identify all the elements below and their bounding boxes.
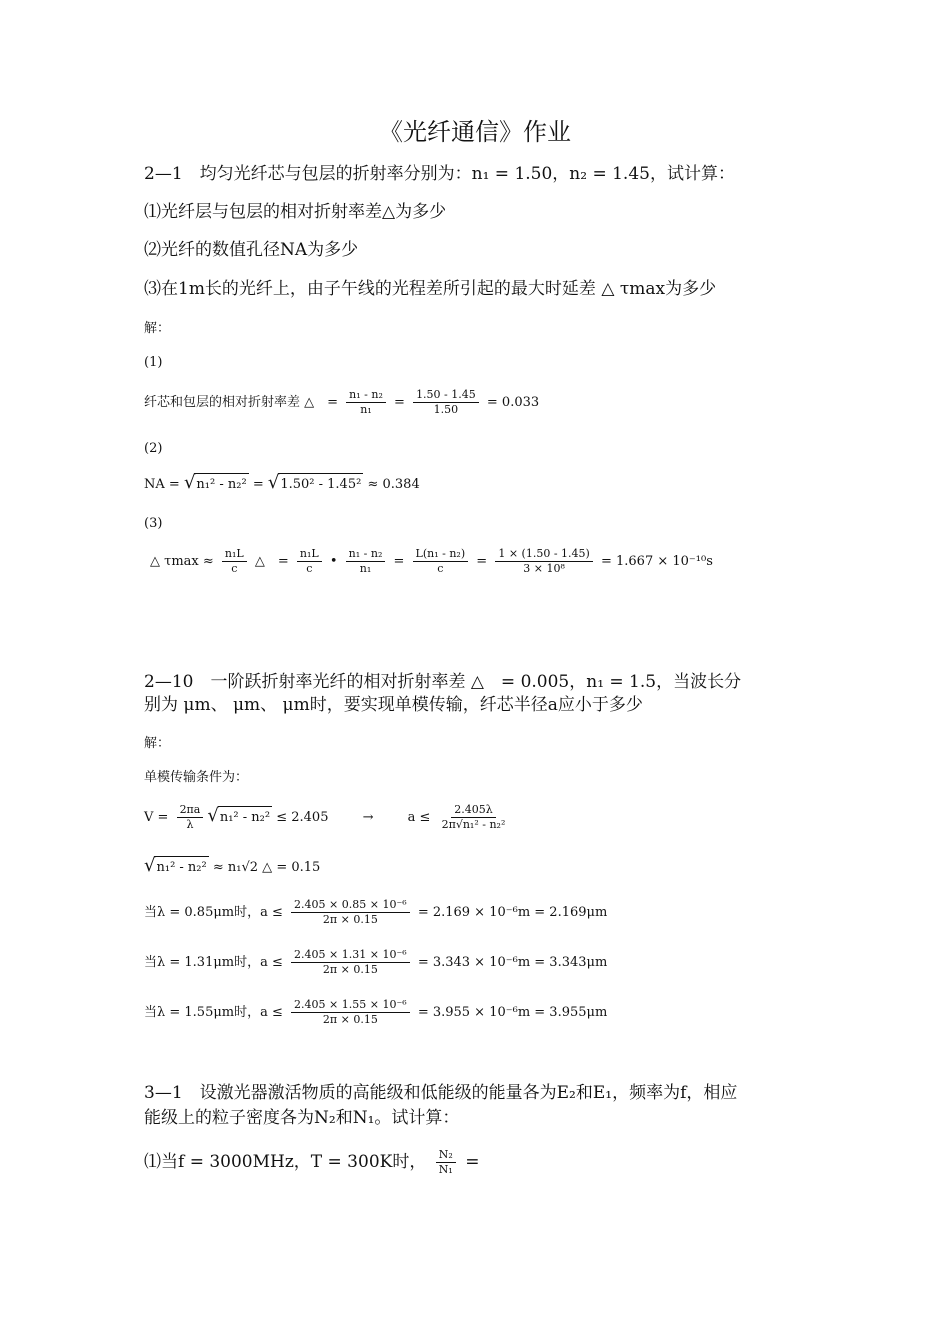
problem-3-1-part1 <box>144 1148 479 1177</box>
fraction: $\frac{\text{n₁L}}{c}$ <box>297 547 322 576</box>
problem-2-1-part2: ⑵光纤的数值孔径NA为多少 <box>144 240 359 260</box>
fraction: $\frac{1 \times (1.50 - 1.45)}{\text{3 × 10⁸}}$ <box>495 547 593 576</box>
equation-na-approx <box>144 855 320 879</box>
equation-text: ≈ n₁√2 △ <box>212 860 273 875</box>
equation-relative-index-difference: 纤芯和包层的相对折射率差 △ = $\frac{\text{n₁ - n₂}}{\text{n₁}}$ = $\frac{1.50 - 1.45}{1.50}$ = 0.033 <box>144 388 540 416</box>
problem-2-10-question-line1: 2—10 一阶跃折射率光纤的相对折射率差 △ = 0.005，n₁ = 1.5，当波长分 <box>144 672 742 692</box>
equation-text: ⑴当f = 3000MHz，T = 300K时， <box>144 1152 427 1172</box>
equation-text: 当λ = 1.55μm时，a ≤ <box>144 1005 283 1020</box>
solution-label: 解： <box>144 321 171 336</box>
radicand: 1.50² - 1.45² <box>278 473 363 496</box>
fraction: $\frac{\text{2.405 × 0.85 × 10⁻⁶}}{2\pi \times 0.15}$ <box>291 898 410 927</box>
equation-text: △ = <box>254 554 289 569</box>
equation-text: △ τmax ≈ <box>150 554 214 569</box>
equation-text: = <box>465 1152 480 1172</box>
equation-result: = 0.15 <box>276 860 321 875</box>
fraction: $\frac{2.405\lambda}{\text{2π√n₁² - n₂²}}$ <box>441 803 506 831</box>
sqrt-icon: √ <box>144 855 156 876</box>
equation-result: = 2.169 × 10⁻⁶m = 2.169μm <box>417 905 608 920</box>
problem-3-1-question-line1: 3—1 设激光器激活物质的高能级和低能级的能量各为E₂和E₁，频率为f，相应 <box>144 1083 738 1103</box>
fraction: $\frac{\text{2.405 × 1.55 × 10⁻⁶}}{2\pi \times 0.15}$ <box>291 998 410 1027</box>
equation-result: ≈ 0.384 <box>367 477 420 492</box>
fraction: $\frac{\text{n₁ - n₂}}{\text{n₁}}$ <box>346 388 386 417</box>
fraction: $\frac{1.50 - 1.45}{1.50}$ <box>413 388 479 417</box>
equation-text: 纤芯和包层的相对折射率差 △ = <box>144 395 339 410</box>
fraction: $\frac{\text{L(n₁ - n₂)}}{c}$ <box>413 547 469 576</box>
problem-2-1-part1: ⑴光纤层与包层的相对折射率差△为多少 <box>144 202 447 222</box>
equation-max-delay: △ τmax ≈ $\frac{\text{n₁L}}{c}$ △ = $\frac{\text{n₁L}}{c}$ • $\frac{\text{n₁ - n₂}}{\text{n₁}}$ = $\frac{\text{L(n₁ - n₂)}}{c}$ = $\frac{1 \times (1.50 - 1.45)}{\text{3 × 10⁸}}$ = 1.667 × 10⁻¹⁰s <box>150 547 713 575</box>
problem-2-1-part3: ⑶在1m长的光纤上，由子午线的光程差所引起的最大时延差 △ τmax为多少 <box>144 279 717 299</box>
dot-operator: • <box>329 554 338 569</box>
equation-case-155 <box>144 998 607 1027</box>
fraction: $\frac{2\pi a}{\lambda}$ <box>177 803 204 832</box>
equation-text: 当λ = 0.85μm时，a ≤ <box>144 905 283 920</box>
equation-result: = 0.033 <box>486 395 540 410</box>
sqrt-icon: √ <box>183 472 196 493</box>
solution-label: 解： <box>144 736 171 751</box>
arrow-icon: → <box>362 810 374 825</box>
equation-case-131 <box>144 948 607 977</box>
sqrt-icon: √ <box>267 472 280 493</box>
equation-result: = 3.343 × 10⁻⁶m = 3.343μm <box>417 955 608 970</box>
page-title: 《光纤通信》作业 <box>379 118 571 146</box>
fraction: $\frac{\text{2.405 × 1.31 × 10⁻⁶}}{2\pi \times 0.15}$ <box>291 948 410 977</box>
equation-text: ≤ 2.405 <box>276 810 329 825</box>
equation-text: V = <box>144 810 169 825</box>
fraction: $\frac{\text{n₁L}}{c}$ <box>222 547 247 576</box>
solution-step-label: (1) <box>144 355 163 370</box>
fraction: $\frac{\text{N₂}}{\text{N₁}}$ <box>436 1148 456 1177</box>
equation-text: 当λ = 1.31μm时，a ≤ <box>144 955 283 970</box>
radicand: n₁² - n₂² <box>218 806 272 829</box>
radicand: n₁² - n₂² <box>194 473 248 496</box>
equation-numerical-aperture <box>144 472 420 496</box>
equation-text: NA = <box>144 477 180 492</box>
equation-v-number <box>144 803 512 832</box>
radicand: n₁² - n₂² <box>154 856 208 879</box>
problem-2-10-question-line2: 别为 μm、 μm、 μm时，要实现单模传输，纤芯半径a应小于多少 <box>144 695 643 715</box>
problem-2-1-question: 2—1 均匀光纤芯与包层的折射率分别为：n₁ = 1.50，n₂ = 1.45，试计算： <box>144 164 735 184</box>
equation-case-085 <box>144 898 607 927</box>
problem-3-1-question-line2: 能级上的粒子密度各为N₂和N₁。试计算： <box>144 1108 460 1128</box>
fraction: $\frac{\text{n₁ - n₂}}{\text{n₁}}$ <box>346 547 386 576</box>
equation-result: = 1.667 × 10⁻¹⁰s <box>600 554 713 569</box>
equation-text: = <box>252 477 264 492</box>
equation-text: a ≤ <box>407 810 431 825</box>
single-mode-condition-label: 单模传输条件为： <box>144 770 249 785</box>
solution-step-label: (3) <box>144 516 163 531</box>
sqrt-icon: √ <box>207 805 219 826</box>
solution-step-label: (2) <box>144 441 163 456</box>
equation-result: = 3.955 × 10⁻⁶m = 3.955μm <box>417 1005 608 1020</box>
